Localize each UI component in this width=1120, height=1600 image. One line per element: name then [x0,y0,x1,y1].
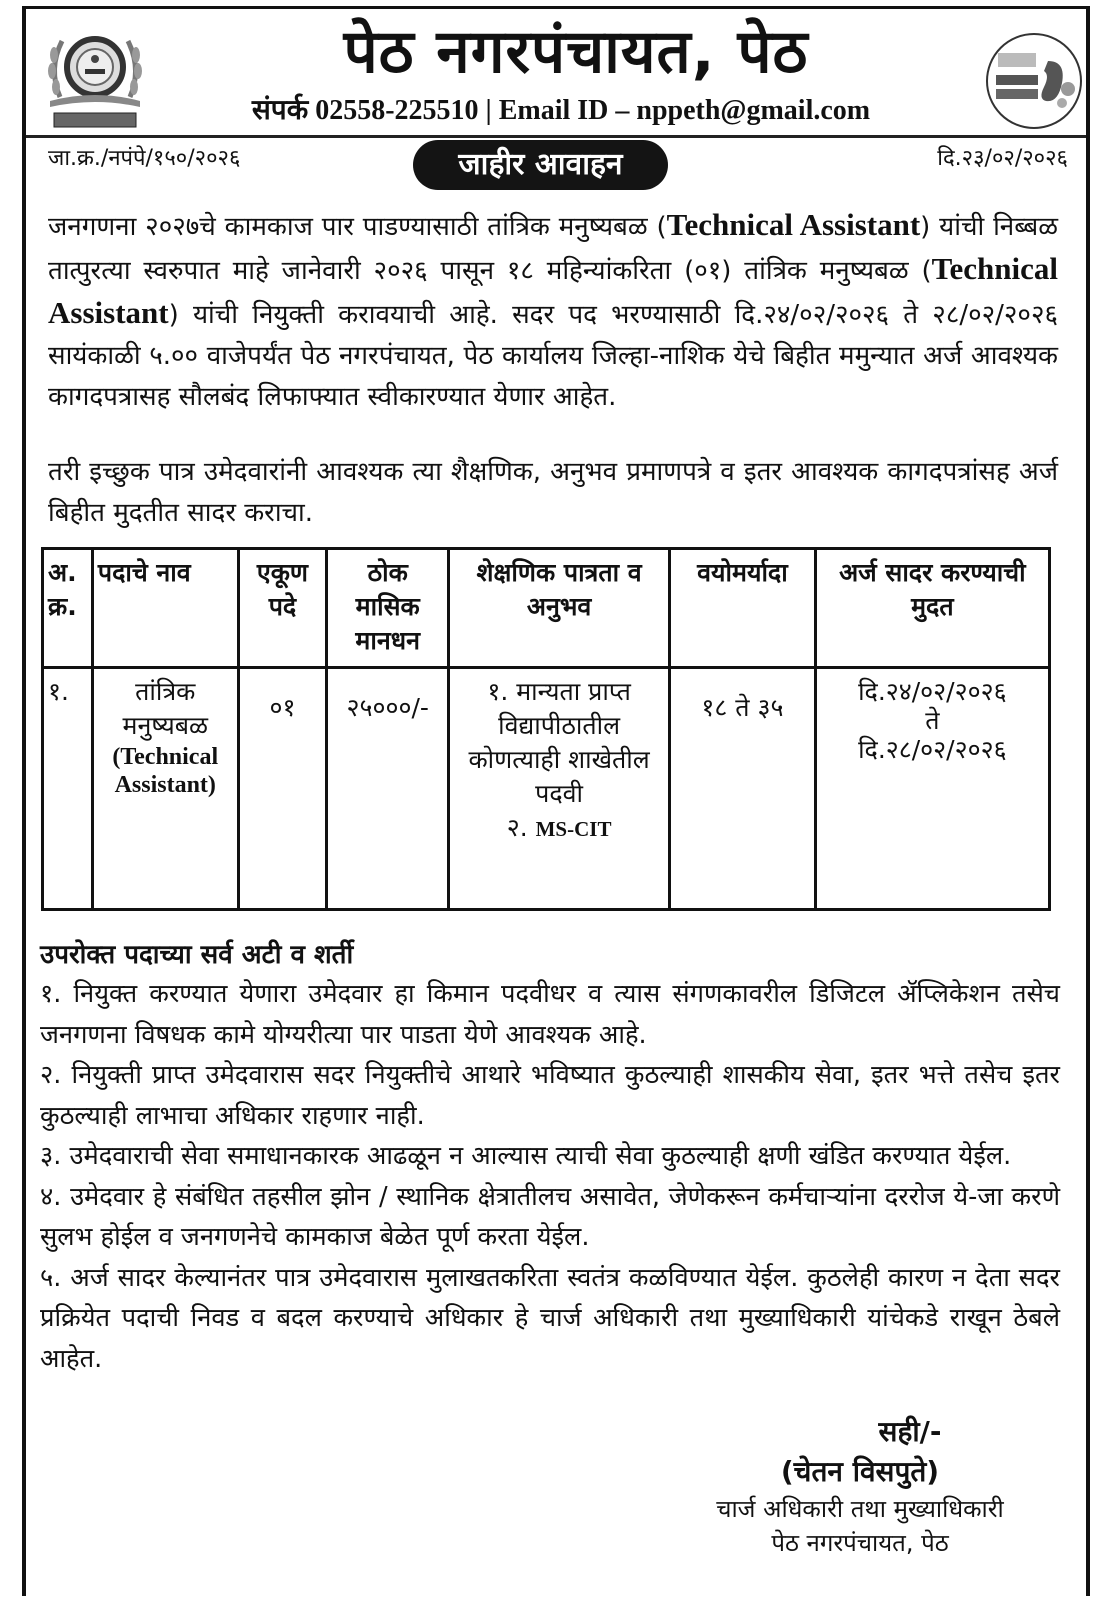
term-item: ४. उमेदवार हे संबंधित तहसील झोन / स्थानिक क्षेत्रातीलच असावेत, जेणेकरून कर्मचाऱ्यांना दररोज ये-जा करणे सुलभ होईल व जनगणनेचे कामकाज बेळेत पूर्ण करता येईल. [40,1181,1060,1252]
cell-total-posts: ०१ [238,668,327,910]
term-item: २. नियुक्ती प्राप्त उमेदवारास सदर नियुक्तीचे आथारे भविष्यात कुठल्याही शासकीय सेवा, इतर भत्ते तसेच इतर कुठल्याही लाभाचा अधिकार राहणार नाही. [40,1060,1060,1131]
col-qualification: शेक्षणिक पात्रता व अनुभव [449,549,670,668]
cell-serial: १. [43,668,93,910]
organization-title: पेठ नगरपंचायत, पेठ [343,17,809,87]
col-salary: ठोक मासिक मानधन [327,549,449,668]
col-total-posts: एकूण पदे [238,549,327,668]
post-name-marathi: तांत्रिक मनुष्यबळ [122,677,208,740]
signatory-designation: चार्ज अधिकारी तथा मुख्याधिकारी [716,1495,1004,1523]
signed-mark: सही/- [878,1415,942,1448]
term-item: ५. अर्ज सादर केल्यानंतर पात्र उमेदवारास मुलाखतकरिता स्वतंत्र कळविण्यात येईल. कुठलेही कारण न देता सदर प्रक्रियेत पदाची निवड व बदल करण्याचे अधिकार हे चार्ज अधिकारी तथा मुख्याधिकारी यांचेकडे राखून ठेबले आहेत. [40,1262,1060,1374]
contact-line: संपर्क 02558-225510 | Email ID – nppeth@gmail.com [251,95,871,126]
table-row [43,668,1050,910]
letterhead [26,9,1086,138]
notice-date: दि.२३/०२/२०२६ [937,146,1068,171]
government-seal-icon [40,19,150,131]
intro-text-c: ) यांची नियुक्ती करावयाची आहे. सदर पद भरण्यासाठी दि.२४/०२/२०२६ ते २८/०२/२०२६ सायंकाळी ५.०० वाजेपर्यंत पेठ नगरपंचायत, पेठ कार्यालय जिल्हा-नाशिक येचे बिहीत ममुन्यात अर्ज आवश्यक कागदपत्रासह सौलबंद लिफाफ्यात स्वीकारण्यात येणार आहेत. [48,300,1058,412]
qualification-2-text: MS-CIT [535,817,612,841]
col-deadline: अर्ज सादर करण्याची मुदत [815,549,1049,668]
deadline-to: दि.२८/०२/२०२६ [858,735,1007,764]
table-header-row [43,549,1050,668]
qualification-1: १. मान्यता प्राप्त विद्यापीठातील कोणत्याही शाखेतील पदवी [468,677,650,808]
terms-title: उपरोक्त पदाच्या सर्व अटी व शर्ती [40,940,354,970]
term-item: १. नियुक्त करण्यात येणारा उमेदवार हा किमान पदवीधर व त्यास संगणकावरील डिजिटल ॲप्लिकेशन तसेच जनगणना विषधक कामे योग्यरीत्या पार पाडता येणे आवश्यक आहे. [40,979,1060,1050]
signature-block [640,1412,1080,1560]
cell-age-limit: १८ ते ३५ [670,668,816,910]
posts-table [41,547,1051,911]
instruction-paragraph: तरी इच्छुक पात्र उमेदवारांनी आवश्यक त्या शैक्षणिक, अनुभव प्रमाणपत्रे व इतर आवश्यक कागदपत्रांसह अर्ज बिहीत मुदतीत सादर कराचा. [48,457,1058,528]
intro-paragraph [48,204,1058,418]
cell-salary: २५०००/- [327,668,449,910]
intro-english-1: Technical Assistant [666,207,921,242]
signatory-name: (चेतन विसपुते) [780,1455,940,1488]
deadline-to-word: ते [925,706,940,735]
qualification-2-number: २. [506,813,528,842]
qualification-2 [454,811,664,846]
col-serial: अ. क्र. [43,549,93,668]
census-footprint-logo-icon [984,31,1084,131]
intro-text-a: जनगणना २०२७चे कामकाज पार पाडण्यासाठी तांत्रिक मनुष्यबळ ( [48,212,667,242]
intro-text-b: ) यांची निब्बळ तात्पुरत्या स्वरुपात माहे जानेवारी २०२६ पासून १८ महिन्यांकरिता (०१) तांत्रिक मनुष्यबळ ( [48,212,1058,286]
cell-qualification [449,668,670,910]
notice-title-badge: जाहीर आवाहन [413,140,668,190]
reference-number: जा.क्र./नपंपे/१५०/२०२६ [48,146,241,171]
intro-english-2: Technical Assistant [48,251,1058,330]
cell-deadline [815,668,1049,910]
signatory-office: पेठ नगरपंचायत, पेठ [771,1529,949,1557]
post-name-english: (Technical Assistant) [112,744,219,798]
col-post-name: पदाचे नाव [92,549,238,668]
terms-section [40,936,1060,1379]
cell-post-name [92,668,238,910]
term-item: ३. उमेदवाराची सेवा समाधानकारक आढळून न आल्यास त्याची सेवा कुठल्याही क्षणी खंडित करण्यात येईल. [40,1141,1012,1171]
col-age-limit: वयोमर्यादा [670,549,816,668]
deadline-from: दि.२४/०२/२०२६ [858,677,1007,706]
